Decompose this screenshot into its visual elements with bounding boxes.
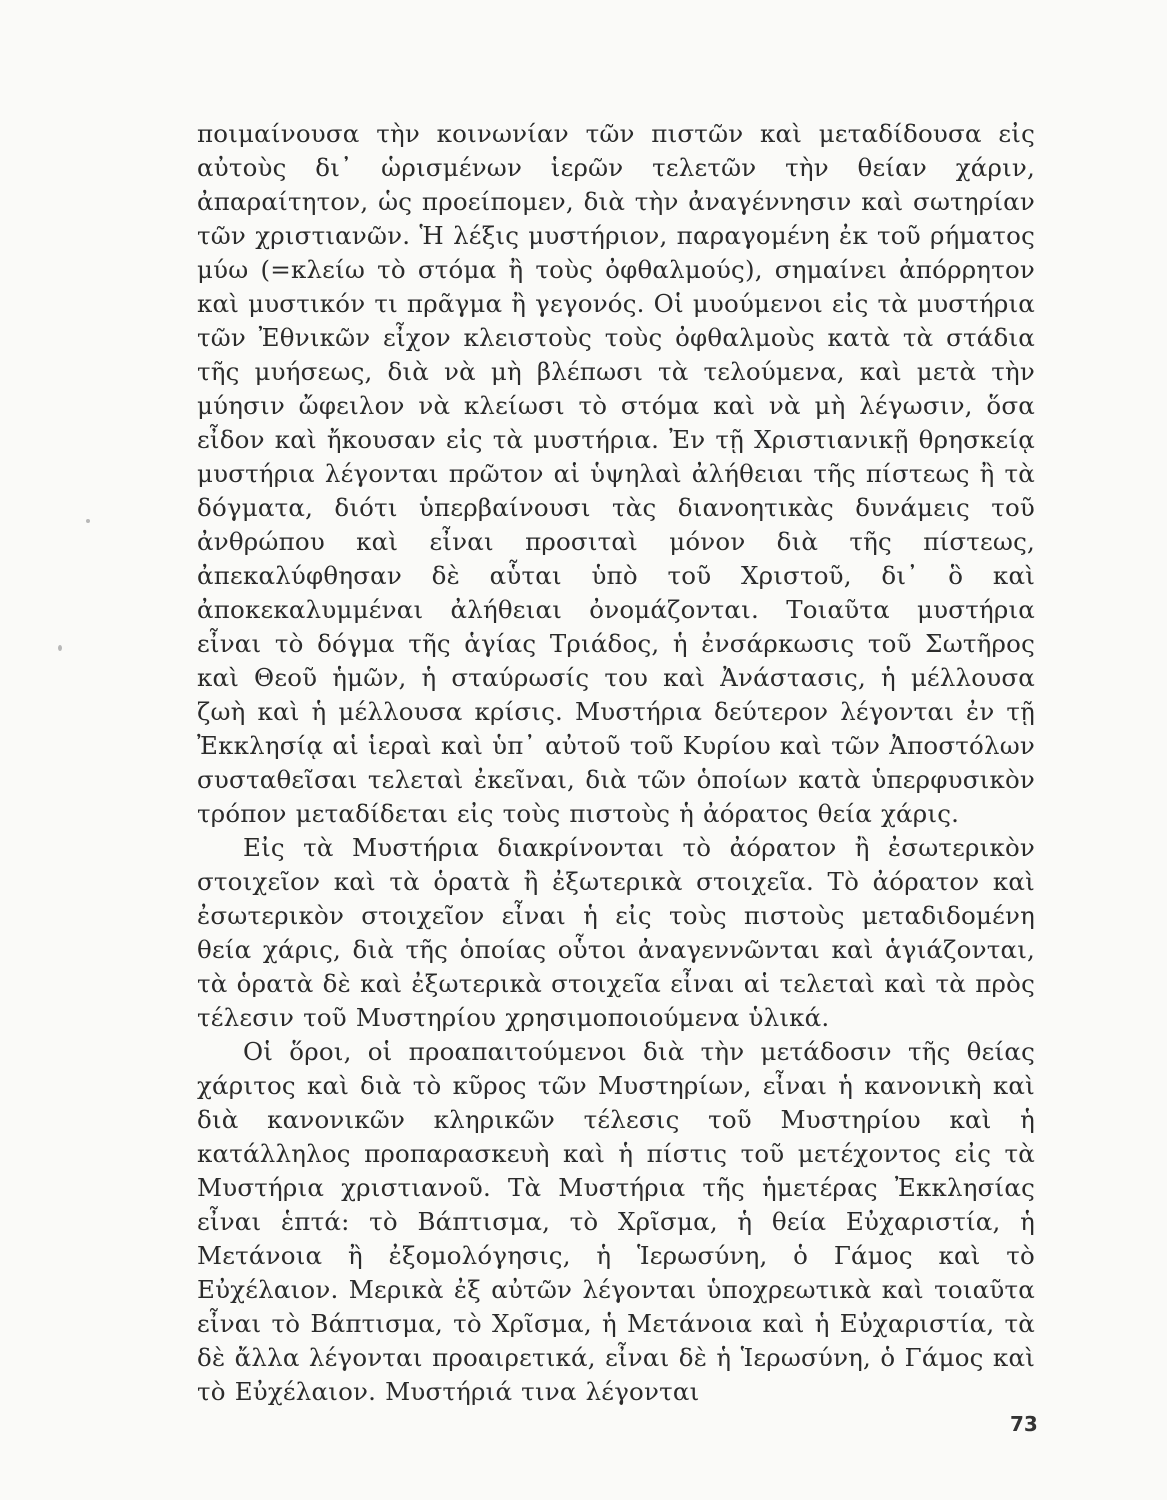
paragraph-3: Οἱ ὅροι, οἱ προαπαιτούμενοι διὰ τὴν μετάδοσιν τῆς θείας χάριτος καὶ διὰ τὸ κῦρος τῶν Μυστηρίων, εἶναι ἡ κανονικὴ καὶ διὰ κανονικῶν κληρικῶν τέλεσις τοῦ Μυστηρίου καὶ ἡ κατάλληλος προπαρασκευὴ καὶ ἡ πίστις τοῦ μετέχοντος εἰς τὰ Μυστήρια χριστιανοῦ. Τὰ Μυστήρια τῆς ἡμετέρας Ἐκκλησίας εἶναι ἑπτά: τὸ Βάπτισμα, τὸ Χρῖσμα, ἡ θεία Εὐχαριστία, ἡ Μετάνοια ἢ ἐξομολόγησις, ἡ Ἱερωσύνη, ὁ Γάμος καὶ τὸ Εὐχέλαιον. Μερικὰ ἐξ αὐτῶν λέγονται ὑποχρεωτικὰ καὶ τοιαῦτα εἶναι τὸ Βάπτισμα, τὸ Χρῖσμα, ἡ Μετάνοια καὶ ἡ Εὐχαριστία, τὰ δὲ ἄλλα λέγονται προαιρετικά, εἶναι δὲ ἡ Ἱερωσύνη, ὁ Γάμος καὶ τὸ Εὐχέλαιον. Μυστήριά τινα λέγονται (197, 1037, 1035, 1406)
paragraph-2: Εἰς τὰ Μυστήρια διακρίνονται τὸ ἀόρατον ἢ ἐσωτερικὸν στοιχεῖον καὶ τὰ ὁρατὰ ἢ ἐξωτερικὰ στοιχεῖα. Τὸ ἀόρατον καὶ ἐσωτερικὸν στοιχεῖον εἶναι ἡ εἰς τοὺς πιστοὺς μεταδιδομένη θεία χάρις, διὰ τῆς ὁποίας οὗτοι ἀναγεννῶνται καὶ ἁγιάζονται, τὰ ὁρατὰ δὲ καὶ ἐξωτερικὰ στοιχεῖα εἶναι αἱ τελεταὶ καὶ τὰ πρὸς τέλεσιν τοῦ Μυστηρίου χρησιμοποιούμενα ὑλικά. (197, 833, 1035, 1032)
body-text (197, 117, 1035, 1409)
paragraph-1: ποιμαίνουσα τὴν κοινωνίαν τῶν πιστῶν καὶ μεταδίδουσα εἰς αὐτοὺς δι᾿ ὡρισμένων ἱερῶν τελετῶν τὴν θείαν χάριν, ἀπαραίτητον, ὡς προείπομεν, διὰ τὴν ἀναγέννησιν καὶ σωτηρίαν τῶν χριστιανῶν. Ἡ λέξις μυστήριον, παραγομένη ἐκ τοῦ ρήματος μύω (=κλείω τὸ στόμα ἢ τοὺς ὀφθαλμούς), σημαίνει ἀπόρρητον καὶ μυστικόν τι πρᾶγμα ἢ γεγονός. Οἱ μυούμενοι εἰς τὰ μυστήρια τῶν Ἐθνικῶν εἶχον κλειστοὺς τοὺς ὀφθαλμοὺς κατὰ τὰ στάδια τῆς μυήσεως, διὰ νὰ μὴ βλέπωσι τὰ τελούμενα, καὶ μετὰ τὴν μύησιν ὤφειλον νὰ κλείωσι τὸ στόμα καὶ νὰ μὴ λέγωσιν, ὅσα εἶδον καὶ ἤκουσαν εἰς τὰ μυστήρια. Ἐν τῇ Χριστιανικῇ θρησκείᾳ μυστήρια λέγονται πρῶτον αἱ ὑψηλαὶ ἀλήθειαι τῆς πίστεως ἢ τὰ δόγματα, διότι ὑπερβαίνουσι τὰς διανοητικὰς δυνάμεις τοῦ ἀνθρώπου καὶ εἶναι προσιταὶ μόνον διὰ τῆς πίστεως, ἀπεκαλύφθησαν δὲ αὗται ὑπὸ τοῦ Χριστοῦ, δι᾿ ὃ καὶ ἀποκεκαλυμμέναι ἀλήθειαι ὀνομάζονται. Τοιαῦτα μυστήρια εἶναι τὸ δόγμα τῆς ἁγίας Τριάδος, ἡ ἐνσάρκωσις τοῦ Σωτῆρος καὶ Θεοῦ ἡμῶν, ἡ σταύρωσίς του καὶ Ἀνάστασις, ἡ μέλλουσα ζωὴ καὶ ἡ μέλλουσα κρίσις. Μυστήρια δεύτερον λέγονται ἐν τῇ Ἐκκλησίᾳ αἱ ἱεραὶ καὶ ὑπ᾿ αὐτοῦ τοῦ Κυρίου καὶ τῶν Ἀποστόλων συσταθεῖσαι τελεταὶ ἐκεῖναι, διὰ τῶν ὁποίων κατὰ ὑπερφυσικὸν τρόπον μεταδίδεται εἰς τοὺς πιστοὺς ἡ ἀόρατος θεία χάρις. (197, 119, 1035, 828)
scan-speck (58, 645, 62, 651)
page-number: 73 (1010, 1412, 1038, 1436)
scan-speck (86, 519, 90, 523)
